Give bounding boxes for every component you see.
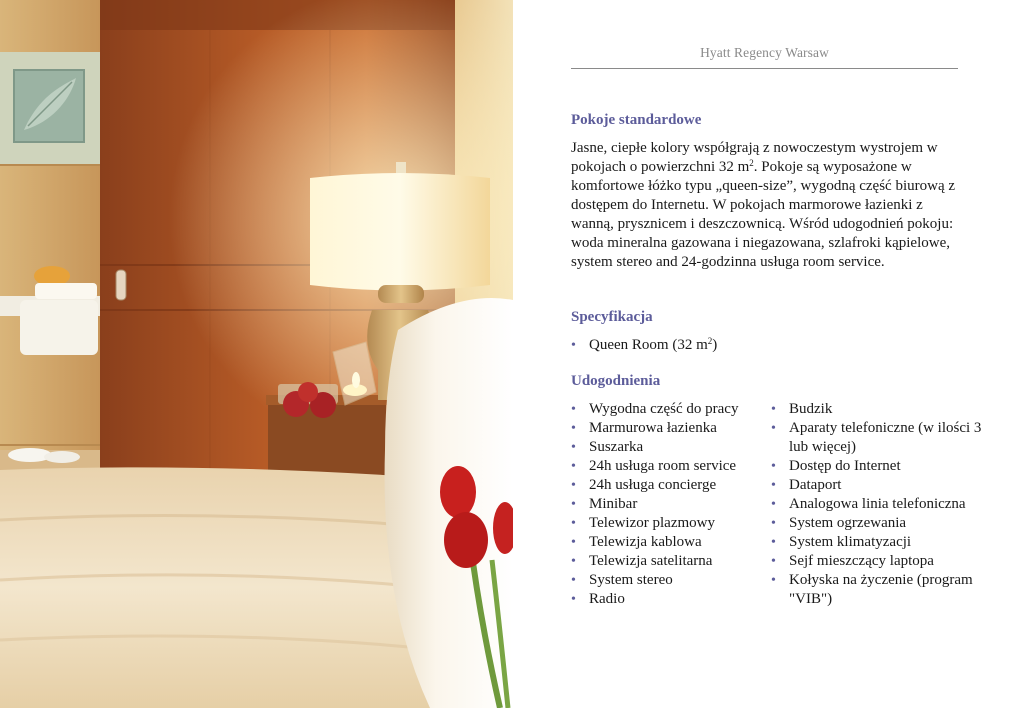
amenity-label: Telewizor plazmowy xyxy=(589,515,715,531)
bullet: • xyxy=(771,402,776,417)
bullet: • xyxy=(771,421,776,436)
list-item xyxy=(571,400,761,419)
bullet: • xyxy=(571,573,576,588)
amenity-label: Marmurowa łazienka xyxy=(589,420,717,436)
bullet: • xyxy=(571,478,576,493)
text-page xyxy=(513,0,1024,708)
description-text-2: . Pokoje są wyposażone w komfortowe łóżko typu „queen-size”, wygodną część biurową z dostępem do Internetu. W pokojach marmorowe łazienki z wanną, prysznicem i deszczownicą. Wśród udogodnień pokoju: woda mineralna gazowana i niegazowana, szlafroki kąpielowe, system stereo and 24-godzinna usługa room service. xyxy=(571,159,956,270)
list-item xyxy=(771,571,991,609)
amenity-label: 24h usługa room service xyxy=(589,458,737,474)
bullet: • xyxy=(571,554,576,569)
list-item xyxy=(771,457,991,476)
amenities-column-2 xyxy=(771,400,991,609)
specification-list xyxy=(571,336,966,355)
description-superscript: 2 xyxy=(749,158,754,168)
amenity-label: System klimatyzacji xyxy=(789,534,912,550)
list-item xyxy=(571,552,761,571)
room-superscript: 2 xyxy=(707,336,713,346)
bullet: • xyxy=(571,459,576,474)
amenities-column-1 xyxy=(571,400,761,609)
bullet: • xyxy=(571,497,576,512)
amenity-label: Minibar xyxy=(589,496,638,512)
amenity-label: 24h usługa concierge xyxy=(589,477,717,493)
amenity-label: Analogowa linia telefoniczna xyxy=(789,496,966,512)
amenity-label: Wygodna część do pracy xyxy=(589,401,739,417)
bullet: • xyxy=(771,516,776,531)
header-rule xyxy=(571,68,958,69)
bullet: • xyxy=(571,592,576,607)
amenity-label: Dataport xyxy=(789,477,842,493)
list-item xyxy=(771,495,991,514)
amenity-label: Kołyska na życzenie (program "VIB") xyxy=(789,572,973,607)
amenity-label: Aparaty telefoniczne (w ilości 3 lub więcej) xyxy=(789,420,982,455)
list-item xyxy=(571,419,761,438)
list-item xyxy=(571,590,761,609)
hotel-name-header: Hyatt Regency Warsaw xyxy=(700,45,829,60)
description-text-1: Jasne, ciepłe kolory współgrają z nowoczestym wystrojem w pokojach o powierzchni 32 m xyxy=(571,140,938,175)
list-item xyxy=(771,514,991,533)
list-item xyxy=(571,533,761,552)
list-item xyxy=(771,533,991,552)
bullet: • xyxy=(771,535,776,550)
list-item xyxy=(771,476,991,495)
list-item xyxy=(571,571,761,590)
bullet: • xyxy=(571,516,576,531)
list-item xyxy=(771,400,991,419)
amenity-label: Radio xyxy=(589,591,625,607)
list-item xyxy=(571,476,761,495)
list-item xyxy=(571,457,761,476)
bullet: • xyxy=(771,459,776,474)
bullet: • xyxy=(571,421,576,436)
standard-rooms-description xyxy=(571,139,966,272)
amenity-label: Dostęp do Internet xyxy=(789,458,901,474)
amenity-label: System stereo xyxy=(589,572,673,588)
list-item xyxy=(571,438,761,457)
amenities-title: Udogodnienia xyxy=(571,373,661,389)
amenity-label: Telewizja kablowa xyxy=(589,534,702,550)
bullet: • xyxy=(571,338,576,353)
bullet: • xyxy=(771,497,776,512)
list-item xyxy=(571,514,761,533)
specification-title: Specyfikacja xyxy=(571,309,653,325)
amenity-label: System ogrzewania xyxy=(789,515,907,531)
standard-rooms-title: Pokoje standardowe xyxy=(571,112,702,128)
bullet: • xyxy=(771,554,776,569)
list-item xyxy=(571,495,761,514)
list-item xyxy=(571,336,966,355)
room-close: ) xyxy=(712,337,718,353)
bullet: • xyxy=(571,535,576,550)
bullet: • xyxy=(771,478,776,493)
bullet: • xyxy=(571,440,576,455)
bullet: • xyxy=(771,573,776,588)
list-item xyxy=(771,419,991,457)
amenity-label: Telewizja satelitarna xyxy=(589,553,713,569)
amenity-label: Sejf mieszczący laptopa xyxy=(789,553,934,569)
amenity-label: Budzik xyxy=(789,401,833,417)
list-item xyxy=(771,552,991,571)
room-type: Queen Room (32 m xyxy=(589,337,708,353)
bullet: • xyxy=(571,402,576,417)
amenity-label: Suszarka xyxy=(589,439,644,455)
